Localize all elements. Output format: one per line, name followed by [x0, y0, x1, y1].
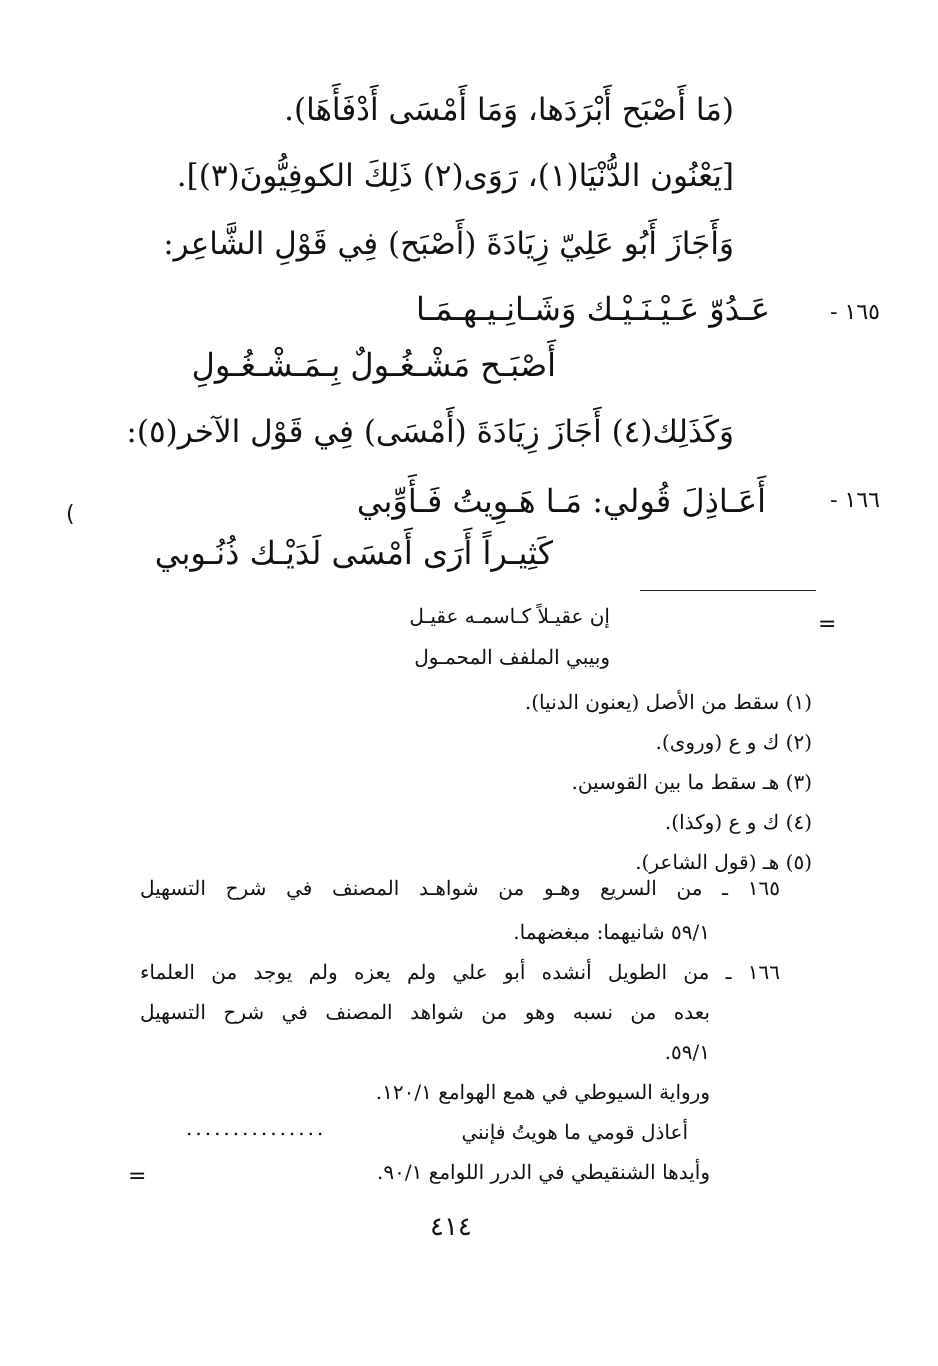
commentary-166-line-2: بعده من نسبه وهو من شواهد المصنف في شرح التسهيل	[140, 1000, 710, 1024]
commentary-166-line-3: ٥٩/١.	[664, 1040, 710, 1064]
commentary-166-line-4: ورواية السيوطي في همع الهوامع ١٢٠/١.	[375, 1080, 710, 1104]
footnote-4: (٤) ك و ع (وكذا).	[664, 810, 812, 834]
commentary-166-dots: ...............	[186, 1116, 327, 1140]
text-line-2: [يَعْنُون الدُّنْيَا(١)، رَوَى(٢) ذَلِكَ الكوفِيُّونَ(٣)].	[176, 158, 734, 194]
commentary-165-line-2: ٥٩/١ شانيهما: مبغضهما.	[513, 920, 710, 944]
footnote-5: (٥) هـ (قول الشاعر).	[635, 850, 812, 874]
text-line-4: وَكَذَلِك(٤) أَجَازَ زِيَادَةَ (أَمْسَى) فِي قَوْل الآخر(٥):	[126, 414, 734, 450]
verse-number-165: ١٦٥ -	[830, 300, 880, 325]
commentary-166-line-1: ١٦٦ ـ من الطويل أنشده أبو علي ولم يعزه ولم يوجد من العلماء	[140, 960, 780, 984]
page-number: ٤١٤	[430, 1212, 472, 1242]
verse-165-hemistich-1: عَـدُوّ عَـيْـنَـيْـك وَشَـانِـيـهـمَـا	[415, 290, 770, 328]
verse-166-hemistich-2: كَثِيـراً أَرَى أَمْسَى لَدَيْـك ذُنُـوبي	[154, 534, 553, 572]
verse-165-hemistich-2: أَصْبَـح مَشْـغُـولٌ بِـمَـشْـغُـولِ	[191, 346, 556, 384]
footnote-1: (١) سقط من الأصل (يعنون الدنيا).	[524, 690, 812, 714]
margin-mark: (	[66, 502, 75, 527]
continuation-mark-top: =	[818, 612, 837, 637]
verse-number-166: ١٦٦ -	[830, 488, 880, 513]
verse-166-hemistich-1: أَعَـاذِلَ قُولي: مَـا هَـوِيتُ فَـأَوِّبي	[356, 482, 766, 520]
commentary-165-line-1: ١٦٥ ـ من السريع وهـو من شواهـد المصنف في شرح التسهيل	[140, 876, 780, 900]
commentary-166-line-6: وأيدها الشنقيطي في الدرر اللوامع ٩٠/١.	[376, 1160, 710, 1184]
footnote-2: (٢) ك و ع (وروى).	[655, 730, 812, 754]
prev-note-line-2: وبيبي الملفف المحمـول	[414, 645, 610, 669]
continuation-mark-bottom: =	[128, 1164, 147, 1189]
prev-note-line-1: إن عقيـلاً كـاسمـه عقيـل	[409, 604, 610, 628]
commentary-166-line-5: أعاذل قومي ما هويتُ فإنني	[461, 1120, 688, 1144]
text-line-3: وَأَجَازَ أَبُو عَلِيّ زِيَادَةَ (أَصْبَح) فِي قَوْلِ الشَّاعِر:	[163, 226, 734, 262]
text-line-1: (مَا أَصْبَح أَبْرَدَها، وَمَا أَمْسَى أَدْفَأَهَا).	[284, 92, 734, 128]
footnote-separator	[640, 590, 816, 591]
footnote-3: (٣) هـ سقط ما بين القوسين.	[571, 770, 812, 794]
